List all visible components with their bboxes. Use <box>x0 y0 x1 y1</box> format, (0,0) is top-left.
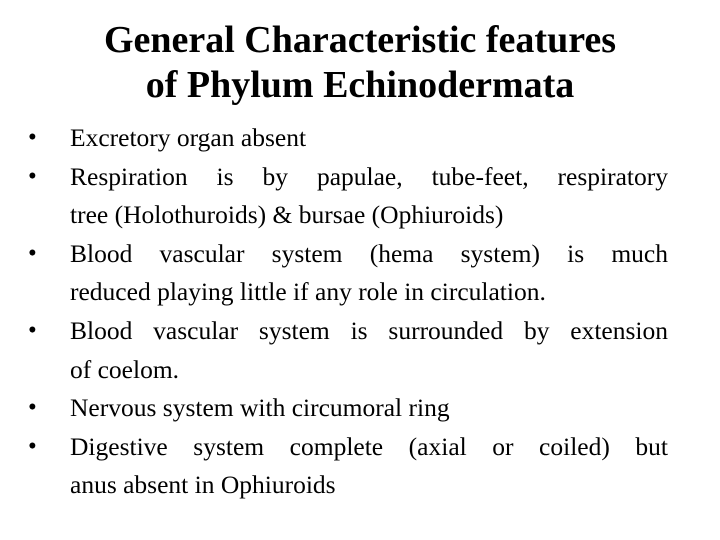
bullet-line: Digestive system complete (axial or coiled) but <box>70 431 668 461</box>
bullet-excretory <box>0 119 668 158</box>
bullet-coelom <box>0 312 668 389</box>
bullet-list <box>0 119 720 505</box>
bullet-line: of coelom. <box>70 354 180 384</box>
bullet-respiration <box>0 158 668 235</box>
bullet-line: tree (Holothuroids) & bursae (Ophiuroids) <box>70 200 504 230</box>
bullet-line: reduced playing little if any role in circulation. <box>70 277 546 307</box>
bullet-dot-icon: • <box>28 239 37 267</box>
bullet-line: Excretory organ absent <box>70 123 307 152</box>
title-line-1: General Characteristic features <box>103 19 617 61</box>
bullet-dot-icon: • <box>28 124 37 151</box>
bullet-line: anus absent in Ophiuroids <box>70 470 336 500</box>
bullet-line: Blood vascular system (hema system) is much <box>70 238 668 268</box>
bullet-line: Nervous system with circumoral ring <box>70 393 450 423</box>
bullet-blood-vascular <box>0 235 668 312</box>
bullet-line: Respiration is by papulae, tube-feet, respiratory <box>70 161 668 191</box>
bullet-nervous <box>0 389 668 428</box>
bullet-dot-icon: • <box>28 394 37 422</box>
bullet-dot-icon: • <box>28 162 37 190</box>
slide-title <box>20 18 700 108</box>
bullet-dot-icon: • <box>28 316 37 344</box>
bullet-dot-icon: • <box>28 432 37 460</box>
title-line-2: of Phylum Echinodermata <box>145 64 575 106</box>
bullet-line: Blood vascular system is surrounded by extension <box>70 315 668 345</box>
bullet-digestive <box>0 428 668 505</box>
